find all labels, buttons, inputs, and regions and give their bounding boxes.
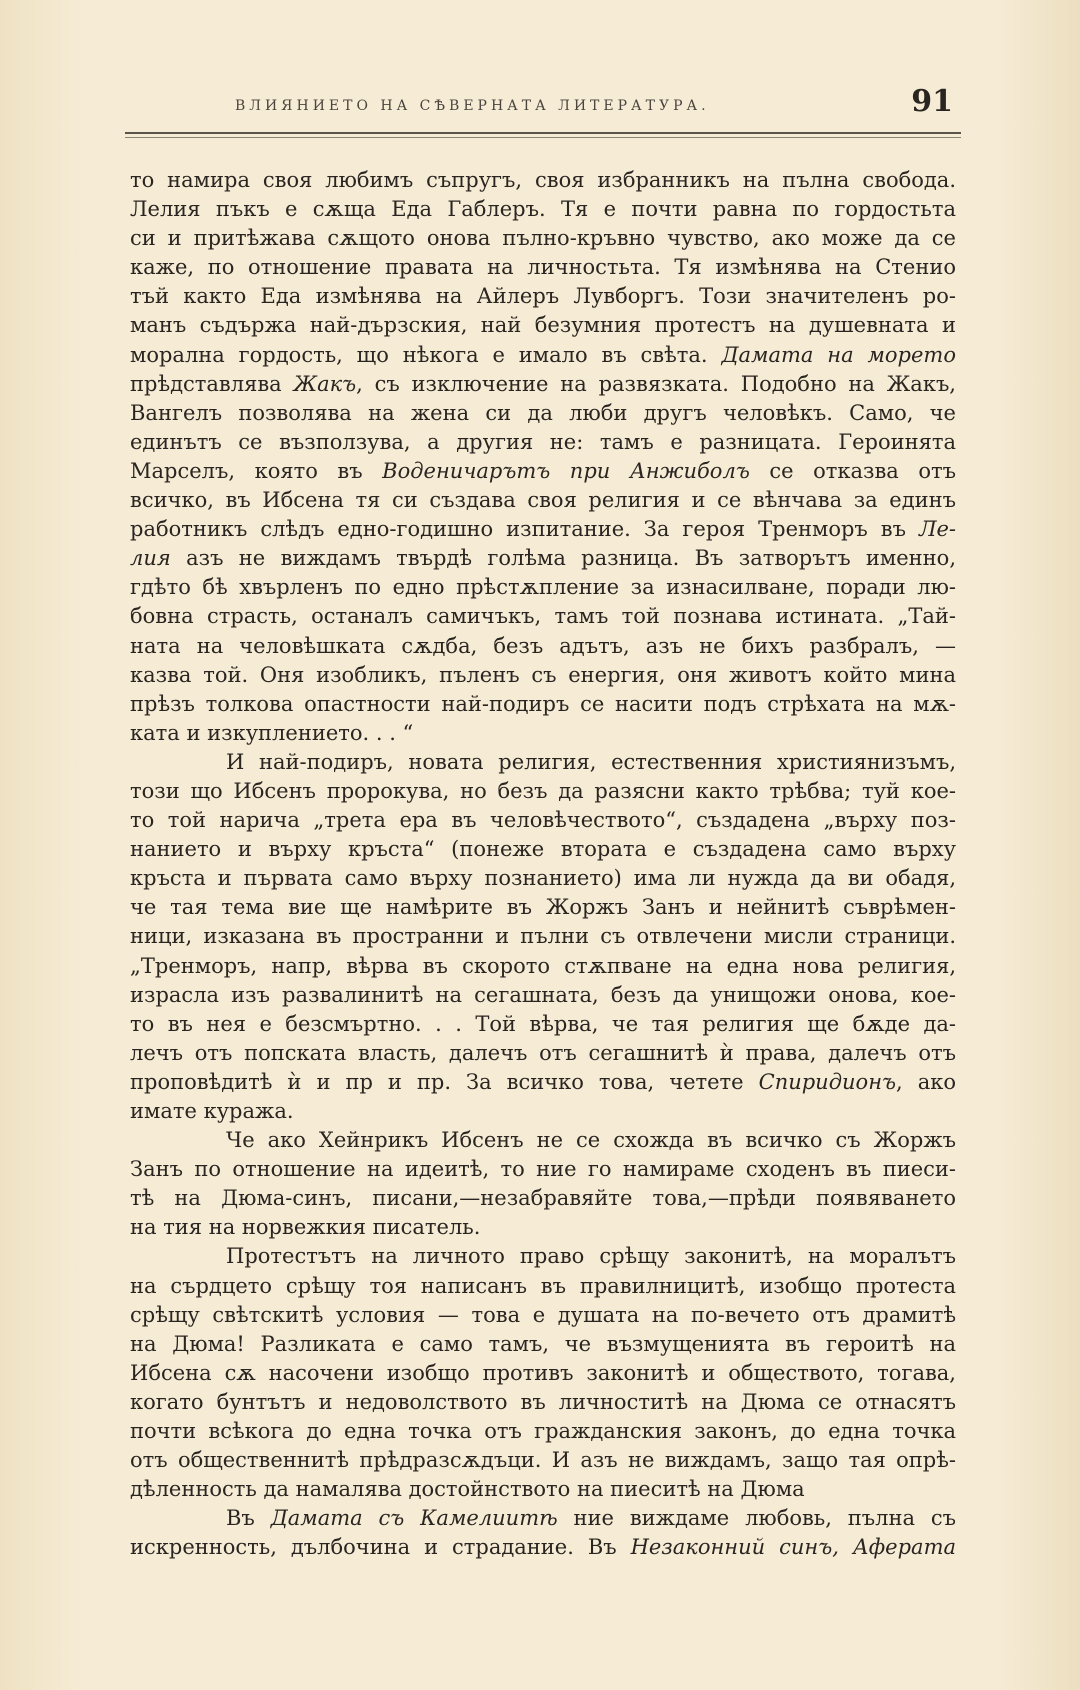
text-segment: се отказва отъ — [749, 458, 956, 483]
header-rule-thin — [125, 137, 961, 138]
text-line — [130, 370, 956, 399]
text-line: Ибсена сѫ насочени изобщо противъ законитѣ и обществото, тогава, — [130, 1360, 956, 1385]
text-line: на сърдцето срѣщу тоя написанъ въ правилницитѣ, изобщо протеста — [130, 1273, 956, 1298]
text-line — [130, 544, 956, 573]
text-segment: Марселъ, която въ — [130, 458, 383, 483]
text-line — [130, 341, 956, 370]
text-line: то намира своя любимъ съпругъ, своя избранникъ на пълна свобода. — [130, 168, 956, 192]
italic-title: Дамата съ Камелиитѣ — [270, 1506, 558, 1531]
text-line — [130, 515, 956, 544]
text-line: лечъ отъ попската власть, далечъ отъ сегашнитѣ ѝ права, далечъ отъ — [130, 1040, 956, 1065]
text-line: Вангелъ позволява на жена си да люби другъ человѣкъ. Само, че — [130, 400, 956, 425]
text-segment: морална гордость, що нѣкога е имало въ свѣта. — [130, 342, 722, 367]
page-number: 91 — [911, 84, 953, 119]
text-line: тъй както Еда измѣнява на Айлеръ Лувборгъ. Този значителенъ ро- — [130, 284, 956, 309]
text-line: кръста и първата само върху познанието) има ли нужда да ви обадя, — [130, 866, 956, 891]
text-line: то въ нея е безсмъртно. . . Той вѣрва, че тая религия ще бѫде да- — [130, 1011, 956, 1036]
text-line: когато бунтътъ и недоволството въ личноститѣ на Дюма се отнасятъ — [130, 1389, 956, 1414]
text-line — [130, 1068, 956, 1097]
text-line: тѣ на Дюма-синъ, писани,—незабравяйте това,—прѣди появяването — [130, 1186, 956, 1211]
text-line: на Дюма! Разликата е само тамъ, че възмущенията въ героитѣ на — [130, 1331, 956, 1356]
text-line — [130, 457, 956, 486]
text-line — [130, 1533, 956, 1562]
text-line: Протестътъ на личното право срѣщу законитѣ, на моралътъ — [226, 1244, 956, 1269]
italic-title: Ле- — [918, 517, 956, 542]
text-line — [130, 1504, 956, 1533]
text-segment: искренность, дълбочина и страдание. Въ — [130, 1535, 631, 1560]
text-line: отъ общественнитѣ прѣдразсѫдъци. И азъ не виждамъ, защо тая опрѣ- — [130, 1448, 956, 1473]
text-line: гдѣто бѣ хвърленъ по едно прѣстѫпление за изнасилване, поради лю- — [130, 575, 956, 600]
body-text — [130, 166, 956, 1563]
text-line: този що Ибсенъ пророкува, но безъ да разясни както трѣбва; туй кое- — [130, 778, 956, 803]
text-line: Че ако Хейнрикъ Ибсенъ не се схожда въ всичко съ Жоржъ — [226, 1128, 956, 1153]
italic-title: Спиридионъ — [758, 1069, 897, 1094]
text-segment: , ако — [896, 1069, 956, 1094]
text-line: ната на человѣшката сѫдба, безъ адътъ, азъ не бихъ разбралъ, — — [130, 633, 956, 658]
text-line: че тая тема вие ще намѣрите въ Жоржъ Занъ и нейнитѣ съврѣмен- — [130, 895, 956, 920]
text-line: каже, по отношение правата на личностьта. Тя измѣнява на Стенио — [130, 255, 956, 280]
page-header — [125, 84, 961, 140]
text-line: ката и изкуплението. . . “ — [130, 720, 414, 745]
text-line: почти всѣкога до една точка отъ гражданския законъ, до една точка — [130, 1419, 956, 1444]
text-line: дѣленность да намалява достойнството на пиеситѣ на Дюма — [130, 1477, 805, 1502]
text-segment: прѣдставлява — [130, 371, 294, 396]
text-line: нанието и върху кръста“ (понеже втората е създадена само върху — [130, 837, 956, 862]
text-line: Занъ по отношение на идеитѣ, то ние го намираме сходенъ въ пиеси- — [130, 1157, 956, 1182]
text-line: израсла изъ развалинитѣ на сегашната, безъ да унищожи онова, кое- — [130, 982, 956, 1007]
text-segment: , съ изключение на развязката. Подобно на Жакъ, — [356, 371, 956, 396]
text-line: то той нарича „трета ера въ человѣчеството“, създадена „върху поз- — [130, 808, 956, 833]
italic-title: Незаконний синъ, Аферата — [630, 1535, 956, 1560]
text-segment: Въ — [226, 1506, 271, 1531]
text-segment: работникъ слѣдъ едно-годишно изпитание. За героя Тренморъ въ — [130, 517, 919, 542]
text-line: казва той. Оня изобликъ, пъленъ съ енергия, оня животъ който мина — [130, 662, 956, 687]
text-line: бовна страсть, останалъ самичъкъ, тамъ той познава истината. „Тай- — [130, 604, 956, 629]
text-line: на тия на норвежкия писатель. — [130, 1215, 481, 1240]
text-segment: азъ не виждамъ твърдѣ голѣма разница. Въ затворътъ именно, — [170, 546, 956, 571]
text-line: си и притѣжава сѫщото онова пълно-кръвно чувство, ако може да се — [130, 226, 956, 251]
italic-title: Дамата на морето — [721, 342, 956, 367]
text-line: манъ съдържа най-дързския, най безумния протестъ на душевната и — [130, 313, 956, 338]
italic-title: Воденичарътъ при Анжиболъ — [382, 458, 750, 483]
text-line: всичко, въ Ибсена тя си създава своя религия и се вѣнчава за единъ — [130, 488, 956, 513]
text-line: единътъ се възползува, а другия не: тамъ е разницата. Героинята — [130, 429, 956, 454]
text-line: ници, изказана въ пространни и пълни съ отвлечени мисли страници. — [130, 924, 956, 949]
text-line: срѣщу свѣтскитѣ условия — това е душата на по-вечето отъ драмитѣ — [130, 1302, 956, 1327]
text-line: И най-подиръ, новата религия, естественния християнизъмъ, — [226, 749, 956, 774]
running-title: ВЛИЯНИЕТО НА СѢВЕРНАТА ЛИТЕРАТУРА. — [235, 98, 710, 114]
text-segment: проповѣдитѣ ѝ и пр и пр. За всичко това, четете — [130, 1069, 759, 1094]
italic-title: лия — [130, 546, 171, 571]
text-segment: ние виждаме любовь, пълна съ — [557, 1506, 956, 1531]
text-line: прѣзъ толкова опастности най-подиръ се насити подъ стрѣхата на мѫ- — [130, 691, 956, 716]
text-line: „Тренморъ, напр, вѣрва въ скорото стѫпване на една нова религия, — [130, 953, 956, 978]
header-rule — [125, 132, 961, 134]
italic-title: Жакъ — [293, 371, 357, 396]
text-line: Лелия пъкъ е сѫща Еда Габлеръ. Тя е почти равна по гордостьта — [130, 197, 956, 222]
text-line: имате куража. — [130, 1099, 294, 1123]
